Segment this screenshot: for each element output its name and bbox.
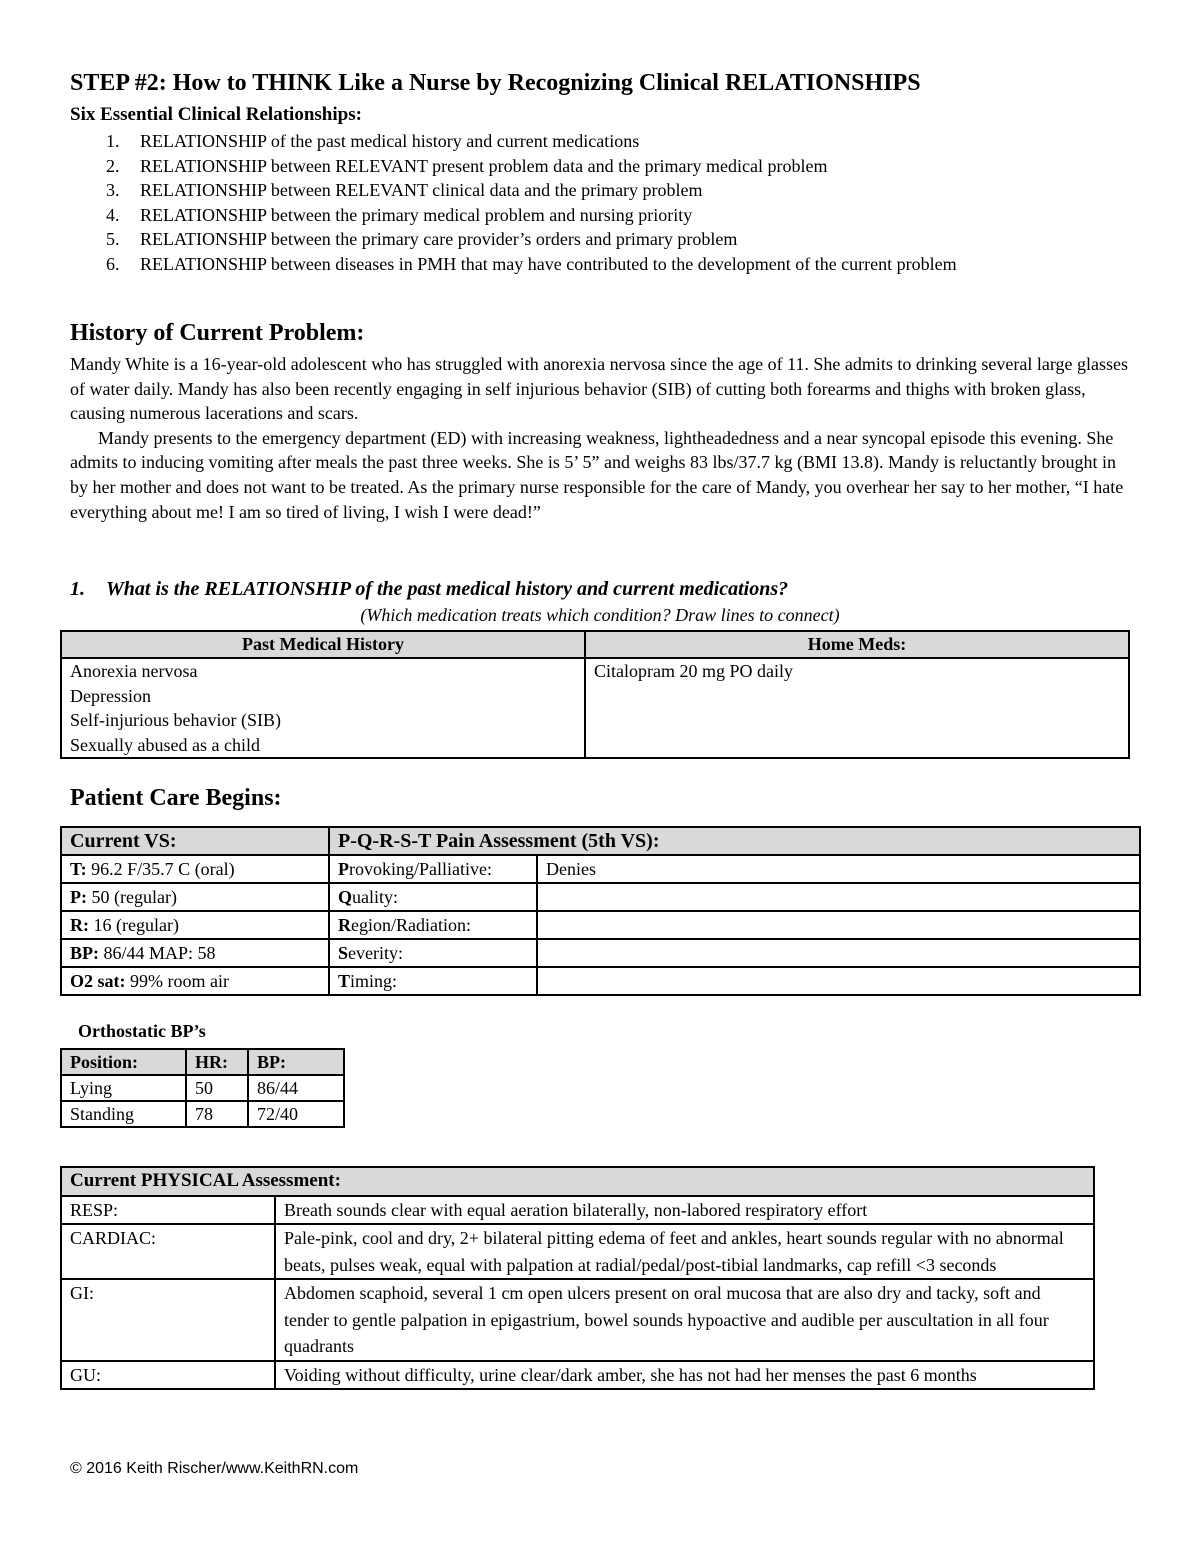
vs-value: 96.2 F/35.7 C (oral) bbox=[86, 859, 235, 879]
item-text: RELATIONSHIP between the primary medical problem and nursing priority bbox=[140, 204, 693, 225]
item-text: RELATIONSHIP between diseases in PMH that may have contributed to the development of the current problem bbox=[140, 253, 957, 274]
question-1 bbox=[70, 578, 788, 601]
vs-label: O2 sat: bbox=[70, 971, 126, 991]
pain-label-cell bbox=[329, 911, 537, 939]
orthostatic-table bbox=[60, 1048, 345, 1128]
pain-letter: R bbox=[338, 915, 351, 935]
physical-row bbox=[61, 1361, 1094, 1390]
relationship-item-5 bbox=[70, 227, 957, 252]
vs-label: T: bbox=[70, 859, 87, 879]
pain-label-cell bbox=[329, 883, 537, 911]
pain-label-cell bbox=[329, 939, 537, 967]
med-item: Citalopram 20 mg PO daily bbox=[594, 661, 793, 681]
orthostatic-title: Orthostatic BP’s bbox=[78, 1021, 206, 1041]
question-text: What is the RELATIONSHIP of the past medical history and current medications? bbox=[106, 578, 789, 600]
relationship-item-6 bbox=[70, 252, 957, 277]
pmh-cell bbox=[61, 658, 585, 758]
vs-value: 50 (regular) bbox=[87, 887, 177, 907]
page-title: STEP #2: How to THINK Like a Nurse by Recognizing Clinical RELATIONSHIPS bbox=[70, 70, 921, 96]
pain-label: everity: bbox=[348, 943, 403, 963]
pmh-meds-table bbox=[60, 630, 1130, 759]
orth-header: HR: bbox=[186, 1049, 248, 1075]
item-number: 6. bbox=[106, 253, 120, 274]
item-text: RELATIONSHIP of the past medical history and current medications bbox=[140, 131, 640, 151]
history-paragraph-1: Mandy White is a 16-year-old adolescent who has struggled with anorexia nervosa since the age of 11. She admits to drinking several large glasses of water daily. Mandy has also been recently engaging in self injurious behavior (SIB) of cutting both forearms and thighs with broken glass, causing numerous lacerations and scars. bbox=[70, 354, 1129, 424]
history-text bbox=[70, 352, 1130, 524]
orth-header: Position: bbox=[61, 1049, 186, 1075]
item-text: RELATIONSHIP between RELEVANT present problem data and the primary medical problem bbox=[140, 155, 828, 176]
relationship-item-1 bbox=[70, 129, 957, 154]
history-paragraph-2: Mandy presents to the emergency department (ED) with increasing weakness, lightheadedness and a near syncopal episode this evening. She admits to inducing vomiting after meals the past three weeks. She is 5’ 5” and weighs 83 lbs/37.7 kg (BMI 13.8). Mandy is reluctantly brought in by her mother and does not want to be treated. As the primary nurse responsible for the care of Mandy, you overhear her say to her mother, “I hate everything about me! I am so tired of living, I wish I were dead!” bbox=[70, 427, 1124, 522]
vs-value: 99% room air bbox=[125, 971, 229, 991]
physical-label: RESP: bbox=[61, 1196, 275, 1225]
orth-cell: Standing bbox=[61, 1101, 186, 1127]
pain-value-cell bbox=[537, 939, 1140, 967]
meds-cell bbox=[585, 658, 1129, 758]
pain-letter: Q bbox=[338, 887, 353, 907]
pain-label: rovoking/Palliative: bbox=[349, 859, 492, 879]
physical-row bbox=[61, 1224, 1094, 1279]
vs-header: Current VS: bbox=[61, 827, 329, 855]
item-text: RELATIONSHIP between the primary care provider’s orders and primary problem bbox=[140, 229, 738, 250]
physical-value: Abdomen scaphoid, several 1 cm open ulcers present on oral mucosa that are also dry and tacky, soft and tender to gentle palpation in epigastrium, bowel sounds hypoactive and audible per auscultation in all four quadrants bbox=[275, 1279, 1094, 1361]
physical-row bbox=[61, 1279, 1094, 1361]
question-number: 1. bbox=[70, 578, 85, 600]
physical-value: Breath sounds clear with equal aeration bilaterally, non-labored respiratory effort bbox=[275, 1196, 1094, 1225]
vs-row bbox=[61, 855, 1140, 883]
relationships-list bbox=[70, 129, 957, 277]
pain-label: egion/Radiation: bbox=[351, 915, 471, 935]
question-1-instruction: (Which medication treats which condition? Draw lines to connect) bbox=[360, 605, 840, 625]
physical-label: GI: bbox=[61, 1279, 275, 1361]
vs-label: R: bbox=[70, 915, 89, 935]
orth-cell: Lying bbox=[61, 1075, 186, 1101]
pain-letter: P bbox=[338, 859, 349, 879]
pmh-header: Past Medical History bbox=[61, 631, 585, 658]
relationship-item-3 bbox=[70, 178, 957, 203]
vs-label: BP: bbox=[70, 943, 99, 963]
vs-cell bbox=[61, 967, 329, 995]
history-heading: History of Current Problem: bbox=[70, 320, 365, 346]
physical-label: CARDIAC: bbox=[61, 1224, 275, 1279]
orth-cell: 78 bbox=[186, 1101, 248, 1127]
physical-value: Pale-pink, cool and dry, 2+ bilateral pitting edema of feet and ankles, heart sounds regular with no abnormal beats, pulses weak, equal with palpation at radial/pedal/post-tibial landmarks, cap refill <3 seconds bbox=[275, 1224, 1094, 1279]
orth-header: BP: bbox=[248, 1049, 344, 1075]
pain-letter: T bbox=[338, 971, 351, 991]
copyright-footer: © 2016 Keith Rischer/www.KeithRN.com bbox=[70, 1460, 359, 1477]
orth-row bbox=[61, 1101, 344, 1127]
vital-signs-table bbox=[60, 826, 1141, 996]
relationship-item-4 bbox=[70, 203, 957, 228]
pain-value-cell: Denies bbox=[537, 855, 1140, 883]
item-number: 5. bbox=[106, 229, 120, 250]
item-number: 2. bbox=[106, 155, 120, 176]
pain-value-cell bbox=[537, 911, 1140, 939]
item-number: 4. bbox=[106, 204, 120, 225]
vs-row bbox=[61, 967, 1140, 995]
pain-value-cell bbox=[537, 883, 1140, 911]
pain-header: P-Q-R-S-T Pain Assessment (5th VS): bbox=[329, 827, 1140, 855]
vs-row bbox=[61, 939, 1140, 967]
item-number: 1. bbox=[106, 131, 120, 151]
physical-header: Current PHYSICAL Assessment: bbox=[61, 1167, 1094, 1196]
physical-assessment-table bbox=[60, 1166, 1095, 1390]
physical-label: GU: bbox=[61, 1361, 275, 1390]
vs-value: 86/44 MAP: 58 bbox=[99, 943, 216, 963]
orth-cell: 86/44 bbox=[248, 1075, 344, 1101]
orth-cell: 72/40 bbox=[248, 1101, 344, 1127]
pmh-item: Self-injurious behavior (SIB) bbox=[70, 710, 281, 731]
vs-cell bbox=[61, 911, 329, 939]
vs-row bbox=[61, 883, 1140, 911]
pain-label: iming: bbox=[350, 971, 398, 991]
pain-letter: S bbox=[338, 943, 349, 963]
pmh-item: Anorexia nervosa bbox=[70, 661, 198, 681]
orth-cell: 50 bbox=[186, 1075, 248, 1101]
patient-care-heading: Patient Care Begins: bbox=[70, 785, 282, 811]
pain-label-cell bbox=[329, 967, 537, 995]
item-number: 3. bbox=[106, 180, 120, 201]
physical-row bbox=[61, 1196, 1094, 1225]
orth-row bbox=[61, 1075, 344, 1101]
pmh-item: Sexually abused as a child bbox=[70, 734, 260, 755]
pain-value-cell bbox=[537, 967, 1140, 995]
pmh-item: Depression bbox=[70, 685, 151, 706]
vs-label: P: bbox=[70, 887, 87, 907]
meds-header: Home Meds: bbox=[585, 631, 1129, 658]
vs-value: 16 (regular) bbox=[89, 915, 179, 935]
vs-cell bbox=[61, 855, 329, 883]
vs-row bbox=[61, 911, 1140, 939]
physical-value: Voiding without difficulty, urine clear/dark amber, she has not had her menses the past 6 months bbox=[275, 1361, 1094, 1390]
vs-cell bbox=[61, 883, 329, 911]
pain-label-cell bbox=[329, 855, 537, 883]
relationships-heading: Six Essential Clinical Relationships: bbox=[70, 104, 362, 125]
vs-cell bbox=[61, 939, 329, 967]
pain-label: uality: bbox=[352, 887, 399, 907]
relationship-item-2 bbox=[70, 154, 957, 179]
item-text: RELATIONSHIP between RELEVANT clinical data and the primary problem bbox=[140, 180, 703, 201]
